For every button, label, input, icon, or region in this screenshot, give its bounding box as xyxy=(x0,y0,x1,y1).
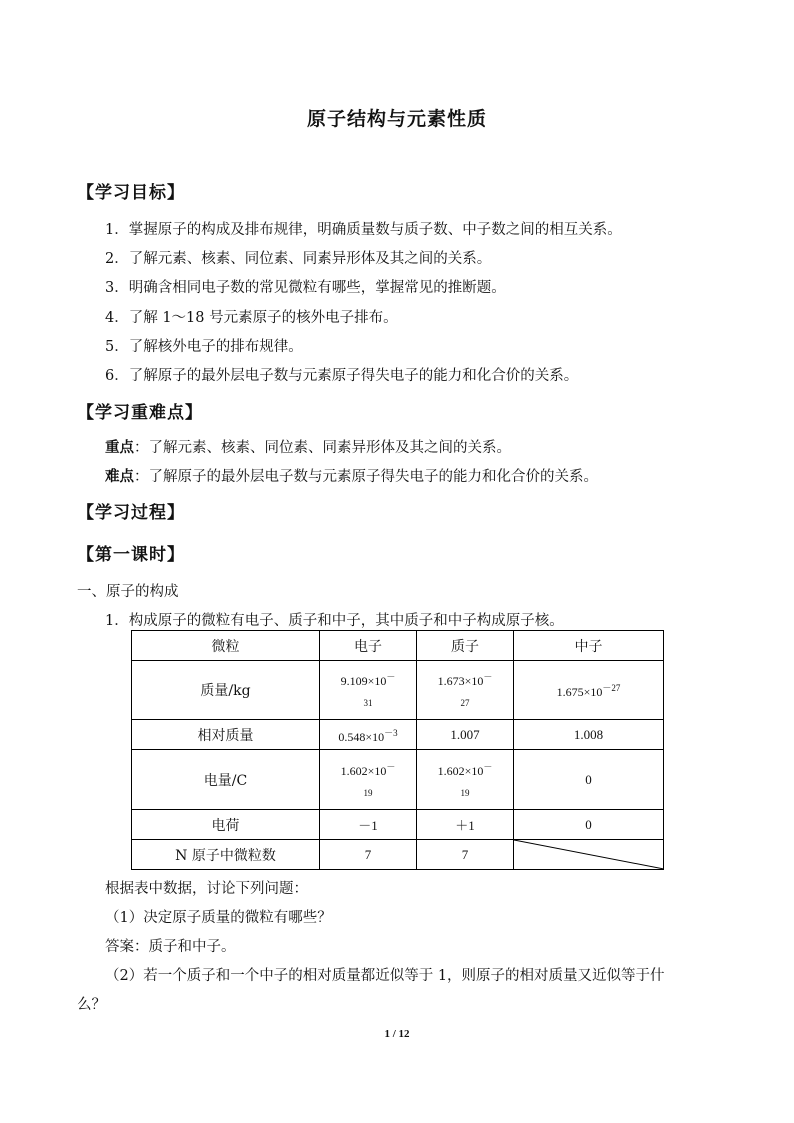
cell-charge-electron: 1.602×10－ 19 xyxy=(320,750,417,810)
answer-1: 答案：质子和中子。 xyxy=(105,939,236,955)
table-row-mass xyxy=(132,661,664,720)
question-2-line-2: 么？ xyxy=(77,997,106,1013)
objective-3: 3．明确含相同电子数的常见微粒有哪些，掌握常见的推断题。 xyxy=(105,280,506,296)
cell-mass-electron: 9.109×10－ 31 xyxy=(320,661,417,720)
header-proton: 质子 xyxy=(417,631,514,661)
table-row-n-atom xyxy=(132,840,664,870)
page-number: 1 / 12 xyxy=(384,1028,410,1040)
objective-6: 6．了解原子的最外层电子数与元素原子得失电子的能力和化合价的关系。 xyxy=(105,368,579,384)
keypoints-heading: 【学习重难点】 xyxy=(77,403,203,423)
question-1: （1）决定原子质量的微粒有哪些？ xyxy=(105,910,332,926)
table-row-charge xyxy=(132,750,664,810)
objective-5: 5．了解核外电子的排布规律。 xyxy=(105,339,303,355)
cell-charge-proton: 1.602×10－ 19 xyxy=(417,750,514,810)
table-row-charge-sign xyxy=(132,810,664,840)
table-row-relative-mass xyxy=(132,720,664,750)
key-point xyxy=(105,438,511,458)
lesson-heading: 【第一课时】 xyxy=(77,545,185,565)
row-label-n-atom: N 原子中微粒数 xyxy=(132,840,320,870)
header-neutron: 中子 xyxy=(514,631,664,661)
difficult-text: ：了解原子的最外层电子数与元素原子得失电子的能力和化合价的关系。 xyxy=(134,469,598,485)
difficult-point xyxy=(105,467,598,487)
row-label-charge-sign: 电荷 xyxy=(132,810,320,840)
key-label: 重点 xyxy=(105,439,134,456)
cell-charge-neutron: 0 xyxy=(514,750,664,810)
cell-mass-neutron: $1.675\times 10^{-27}$ xyxy=(514,661,664,720)
objective-4: 4．了解 1～18 号元素原子的核外电子排布。 xyxy=(105,310,398,326)
cell-n-atom-electron: 7 xyxy=(320,840,417,870)
cell-relative-mass-proton: 1.007 xyxy=(417,720,514,750)
cell-relative-mass-neutron: 1.008 xyxy=(514,720,664,750)
row-label-charge: 电量/C xyxy=(132,750,320,810)
discussion-intro: 根据表中数据，讨论下列问题： xyxy=(105,881,308,897)
objective-1: 1．掌握原子的构成及排布规律，明确质量数与质子数、中子数之间的相互关系。 xyxy=(105,222,622,238)
particle-table xyxy=(131,630,664,870)
part-1-heading: 一、原子的构成 xyxy=(77,584,179,600)
cell-charge-sign-neutron: 0 xyxy=(514,810,664,840)
objective-2: 2．了解元素、核素、同位素、同素异形体及其之间的关系。 xyxy=(105,251,492,267)
row-label-relative-mass: 相对质量 xyxy=(132,720,320,750)
row-label-mass: 质量/kg xyxy=(132,661,320,720)
header-electron: 电子 xyxy=(320,631,417,661)
item-1: 1．构成原子的微粒有电子、质子和中子，其中质子和中子构成原子核。 xyxy=(105,613,564,629)
key-text: ：了解元素、核素、同位素、同素异形体及其之间的关系。 xyxy=(134,440,511,456)
process-heading: 【学习过程】 xyxy=(77,503,185,523)
table-header-row xyxy=(132,631,664,661)
cell-mass-proton: 1.673×10－ 27 xyxy=(417,661,514,720)
cell-n-atom-neutron-empty xyxy=(514,840,664,870)
cell-charge-sign-electron: －1 xyxy=(320,810,417,840)
cell-relative-mass-electron: $0.548\times 10^{-3}$ xyxy=(320,720,417,750)
objectives-heading: 【学习目标】 xyxy=(77,183,185,203)
cell-n-atom-proton: 7 xyxy=(417,840,514,870)
page-title: 原子结构与元素性质 xyxy=(306,108,487,130)
diagonal-line xyxy=(514,840,664,869)
question-2-line-1: （2）若一个质子和一个中子的相对质量都近似等于 1，则原子的相对质量又近似等于什 xyxy=(105,968,665,984)
header-particle: 微粒 xyxy=(132,631,320,661)
difficult-label: 难点 xyxy=(105,468,134,485)
cell-charge-sign-proton: ＋1 xyxy=(417,810,514,840)
